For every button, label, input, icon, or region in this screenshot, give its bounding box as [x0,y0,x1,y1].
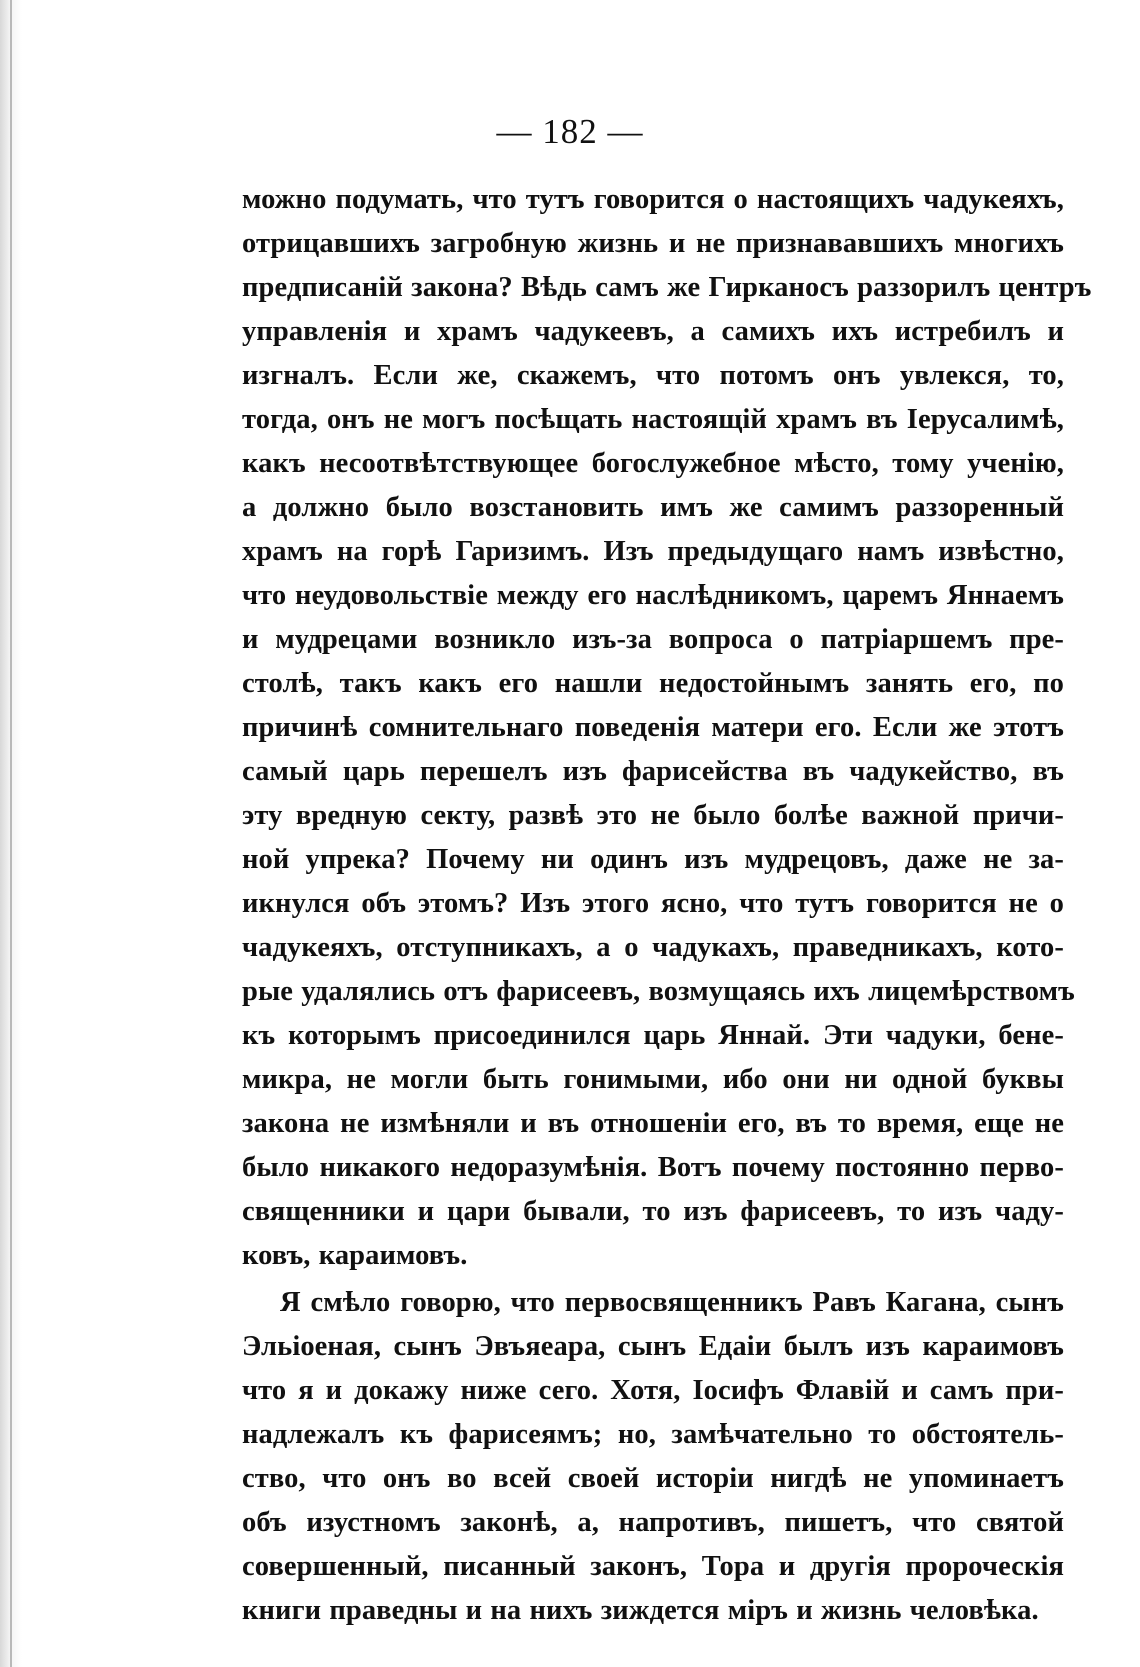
text-line: Эльіоеная, сынъ Эвъяеара, сынъ Едаіи былъ изъ караимовъ [242,1331,1064,1362]
text-line: священники и цари бывали, то изъ фарисеевъ, то изъ чаду- [242,1196,1064,1227]
text-line: микра, не могли быть гонимыми, ибо они ни одной буквы [242,1064,1064,1095]
text-line: а должно было возстановить имъ же самимъ раззоренный [242,492,1064,523]
text-line: предписаній закона? Вѣдь самъ же Гирканосъ раззорилъ центръ [242,272,1092,303]
paragraph [242,178,1092,1278]
page-number: — 182 — [496,112,644,151]
paragraph [242,1281,1064,1633]
text-line: ство, что онъ во всей своей исторіи нигдѣ не упоминаетъ [242,1463,1064,1494]
text-line: икнулся объ этомъ? Изъ этого ясно, что тутъ говорится не о [242,888,1064,919]
text-line: закона не измѣняли и въ отношеніи его, въ то время, еще не [242,1108,1064,1139]
text-line: можно подумать, что тутъ говорится о настоящихъ чадукеяхъ, [242,184,1064,215]
text-line: столѣ, такъ какъ его нашли недостойнымъ занять его, по [242,668,1064,699]
text-line: къ которымъ присоединился царь Яннай. Эти чадуки, бене- [242,1020,1064,1051]
text-line: Я смѣло говорю, что первосвященникъ Равъ Кагана, сынъ [280,1287,1064,1318]
text-line: совершенный, писанный законъ, Тора и другія пророческія [242,1551,1064,1582]
text-line: книги праведны и на нихъ зиждется міръ и жизнь человѣка. [242,1595,1039,1626]
text-line: храмъ на горѣ Гаризимъ. Изъ предыдущаго намъ извѣстно, [242,536,1064,567]
text-line: что неудовольствіе между его наслѣдникомъ, царемъ Яннаемъ [242,580,1064,611]
text-line: было никакого недоразумѣнія. Вотъ почему постоянно перво- [242,1152,1064,1183]
text-line: причинѣ сомнительнаго поведенія матери его. Если же этотъ [242,712,1064,743]
text-line: рые удалялись отъ фарисеевъ, возмущаясь ихъ лицемѣрствомъ [242,976,1075,1007]
text-line: изгналъ. Если же, скажемъ, что потомъ онъ увлекся, то, [242,360,1064,391]
text-line: ной упрека? Почему ни одинъ изъ мудрецовъ, даже не за- [242,844,1064,875]
text-line: надлежалъ къ фарисеямъ; но, замѣчательно то обстоятель- [242,1419,1064,1450]
text-line: ковъ, караимовъ. [242,1240,468,1271]
text-line: и мудрецами возникло изъ-за вопроса о патріаршемъ пре- [242,624,1064,655]
text-line: объ изустномъ законѣ, а, напротивъ, пишетъ, что святой [242,1507,1064,1538]
text-line: отрицавшихъ загробную жизнь и не признававшихъ многихъ [242,228,1064,259]
text-line: тогда, онъ не могъ посѣщать настоящій храмъ въ Іерусалимѣ, [242,404,1064,435]
body-text [242,178,1092,1633]
text-line: какъ несоотвѣтствующее богослужебное мѣсто, тому ученію, [242,448,1064,479]
text-line: чадукеяхъ, отступникахъ, а о чадукахъ, праведникахъ, кото- [242,932,1064,963]
page-edge-line [10,0,12,1667]
text-line: эту вредную секту, развѣ это не было болѣе важной причи- [242,800,1064,831]
text-line: самый царь перешелъ изъ фарисейства въ чадукейство, въ [242,756,1064,787]
text-line: что я и докажу ниже сего. Хотя, Іосифъ Флавій и самъ при- [242,1375,1064,1406]
text-line: управленія и храмъ чадукеевъ, а самихъ ихъ истребилъ и [242,316,1064,347]
